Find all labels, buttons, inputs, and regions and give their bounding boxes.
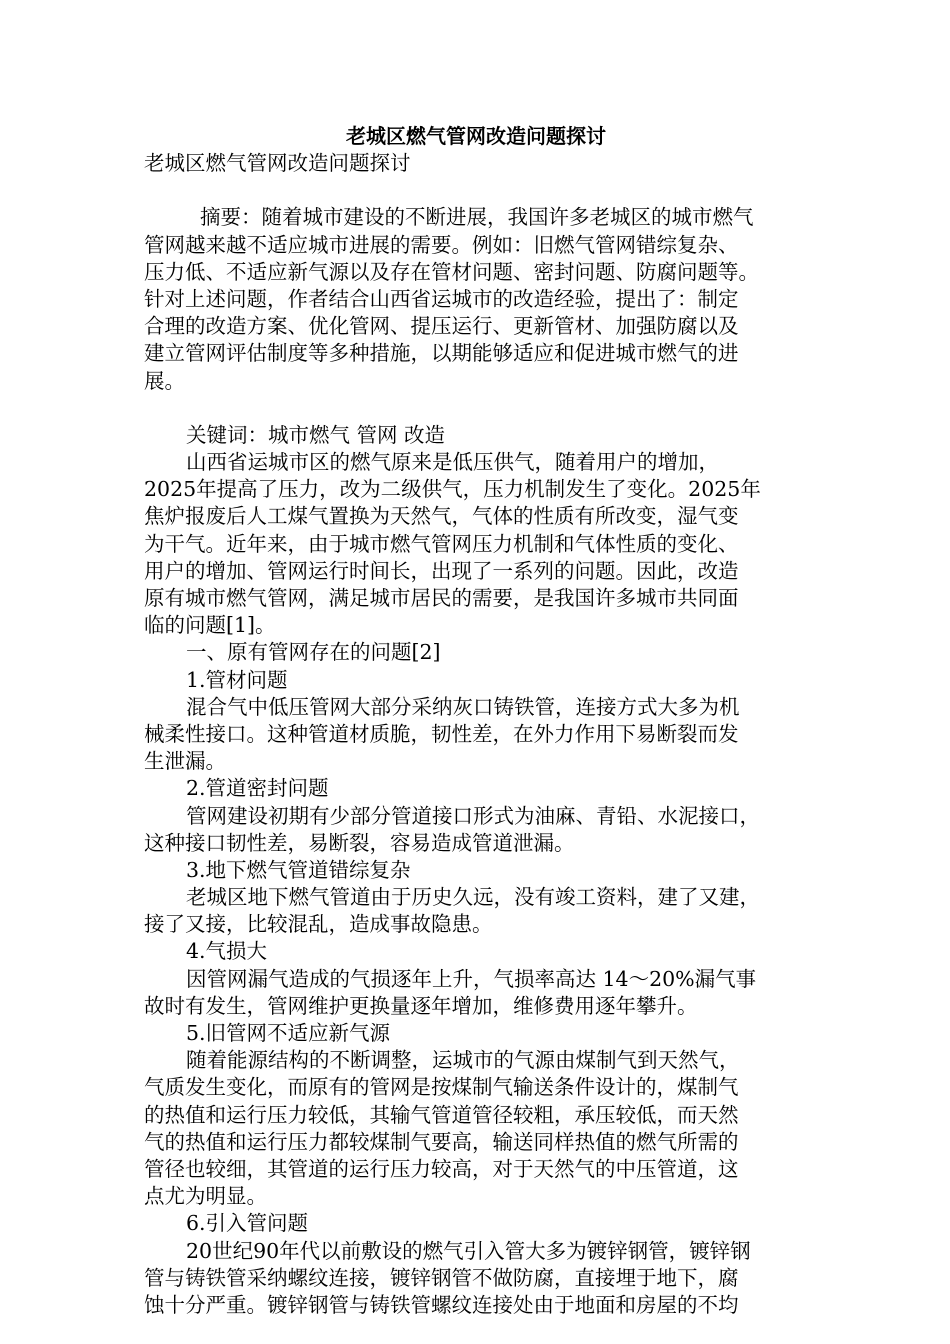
body-line: 气的热值和运行压力都较煤制气要高，输送同样热值的燃气所需的	[144, 1129, 739, 1154]
body-line: 管与铸铁管采纳螺纹连接，镀锌钢管不做防腐，直接埋于地下，腐	[144, 1265, 739, 1290]
blank-line	[144, 177, 808, 204]
abstract-line: 合理的改造方案、优化管网、提压运行、更新管材、加强防腐以及	[144, 314, 739, 339]
body-line: 临的问题[1]。	[144, 613, 276, 638]
section-heading: 一、原有管网存在的问题[2]	[186, 640, 441, 665]
body-line: 随着能源结构的不断调整，运城市的气源由煤制气到天然气，	[186, 1048, 740, 1073]
body-line: 山西省运城市区的燃气原来是低压供气，随着用户的增加，	[186, 450, 719, 475]
body-line: 老城区地下燃气管道由于历史久远，没有竣工资料，建了又建，	[186, 885, 760, 910]
body-line: 这种接口韧性差，易断裂，容易造成管道泄漏。	[144, 830, 575, 855]
body-line: 的热值和运行压力较低，其输气管道管径较粗，承压较低，而天然	[144, 1102, 739, 1127]
subsection-heading: 5.旧管网不适应新气源	[186, 1021, 391, 1045]
body-line: 混合气中低压管网大部分采纳灰口铸铁管，连接方式大多为机	[186, 694, 740, 719]
abstract-line: 管网越来越不适应城市进展的需要。例如：旧燃气管网错综复杂、	[144, 232, 739, 257]
body-line: 管径也较细，其管道的运行压力较高，对于天然气的中压管道，这	[144, 1156, 739, 1181]
body-line: 生泄漏。	[144, 749, 226, 774]
body-line: 用户的增加、管网运行时间长，出现了一系列的问题。因此，改造	[144, 558, 739, 583]
subsection-heading: 2.管道密封问题	[186, 776, 329, 801]
body-line: 管网建设初期有少部分管道接口形式为油麻、青铅、水泥接口，	[186, 803, 760, 828]
body-line: 械柔性接口。这种管道材质脆，韧性差，在外力作用下易断裂而发	[144, 721, 739, 746]
body-line: 气质发生变化，而原有的管网是按煤制气输送条件设计的，煤制气	[144, 1075, 739, 1100]
abstract-line: 压力低、不适应新气源以及存在管材问题、密封问题、防腐问题等。	[144, 259, 759, 284]
document-page	[144, 122, 808, 1319]
body-line: 焦炉报废后人工煤气置换为天然气，气体的性质有所改变，湿气变	[144, 504, 739, 529]
abstract-line: 摘要：随着城市建设的不断进展，我国许多老城区的城市燃气	[200, 205, 754, 230]
subsection-heading: 1.管材问题	[186, 667, 288, 692]
document-title: 老城区燃气管网改造问题探讨	[346, 124, 606, 148]
body-line: 因管网漏气造成的气损逐年上升，气损率高达 14～20%漏气事	[186, 966, 757, 991]
blank-line	[144, 395, 808, 422]
body-line: 20世纪90年代以前敷设的燃气引入管大多为镀锌钢管，镀锌钢	[186, 1238, 751, 1263]
abstract-line: 针对上述问题，作者结合山西省运城市的改造经验，提出了：制定	[144, 286, 739, 311]
body-line: 为干气。近年来，由于城市燃气管网压力机制和气体性质的变化、	[144, 531, 739, 556]
body-line: 原有城市燃气管网，满足城市居民的需要，是我国许多城市共同面	[144, 586, 739, 610]
abstract-line: 建立管网评估制度等多种措施，以期能够适应和促进城市燃气的进	[144, 341, 739, 366]
body-line: 蚀十分严重。镀锌钢管与铸铁管螺纹连接处由于地面和房屋的不均	[144, 1292, 739, 1317]
subsection-heading: 6.引入管问题	[186, 1211, 309, 1236]
subsection-heading: 3.地下燃气管道错综复杂	[186, 857, 411, 882]
document-subtitle: 老城区燃气管网改造问题探讨	[144, 151, 411, 175]
body-line: 点尤为明显。	[144, 1184, 267, 1209]
body-line: 故时有发生，管网维护更换量逐年增加，维修费用逐年攀升。	[144, 993, 698, 1018]
body-line: 接了又接，比较混乱，造成事故隐患。	[144, 912, 493, 937]
subsection-heading: 4.气损大	[186, 939, 268, 964]
abstract-line: 展。	[144, 368, 185, 393]
body-line: 2025年提高了压力，改为二级供气，压力机制发生了变化。2025年	[144, 477, 761, 502]
keywords-line: 关键词：城市燃气 管网 改造	[186, 422, 446, 447]
